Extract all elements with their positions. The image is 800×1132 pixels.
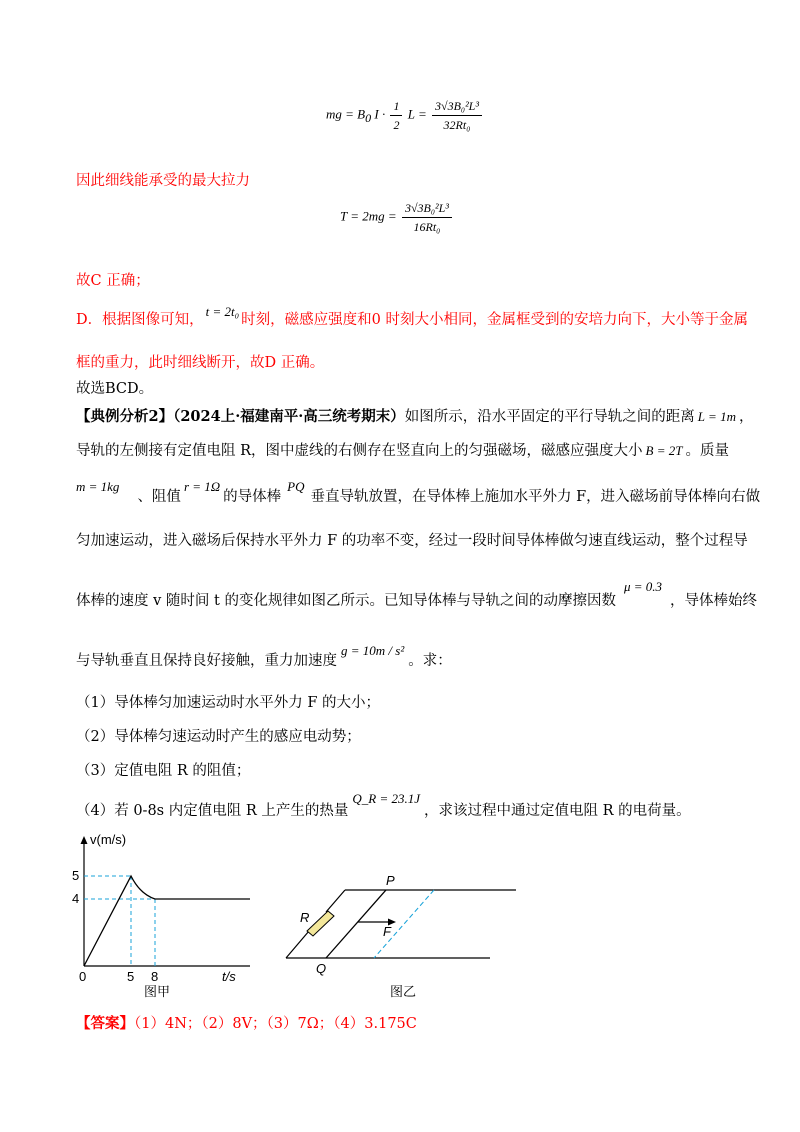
label-q: Q	[316, 961, 327, 976]
example-line-1: 【典例分析2】（2024上·福建南平·高三统考期末）如图所示，沿水平固定的平行导轨之间的距离 L = 1m ，	[76, 408, 754, 425]
velocity-curve	[84, 876, 250, 966]
answer-line: 【答案】（1）4N；（2）8V；（3）7Ω；（4）3.175C	[76, 1015, 417, 1032]
text-option-d-line1: D．根据图像可知，t = 2t₀时刻，磁感应强度和0 时刻大小相同，金属框受到的安培力向下，大小等于金属	[76, 304, 748, 328]
y-tick-4: 4	[72, 891, 80, 906]
y-axis-label: v(m/s)	[90, 832, 127, 847]
question-4: （4）若 0-8s 内定值电阻 R 上产生的热量Q_R = 23.1J，求该过程中通过定值电阻 R 的电荷量。	[76, 791, 691, 819]
y-axis-arrow	[81, 836, 88, 844]
fraction-tension: $\frac{\text{3√3B₀²L³}}{\text{16Rt₀}}$	[402, 200, 452, 235]
y-tick-5: 5	[72, 868, 80, 883]
example-line-6: 与导轨垂直且保持良好接触，重力加速度g = 10m / s²。求：	[76, 643, 452, 669]
text-select: 故选BCD。	[76, 381, 154, 397]
example-line-2: 导轨的左侧接有定值电阻 R，图中虚线的右侧存在竖直向上的匀强磁场，磁感应强度大小 B = 2T 。质量	[76, 443, 729, 459]
question-2: （2）导体棒匀速运动时产生的感应电动势；	[76, 729, 361, 745]
example-line-5: 体棒的速度 v 随时间 t 的变化规律如图乙所示。已知导体棒与导轨之间的动摩擦因数μ = 0.3，导体棒始终	[76, 579, 758, 609]
fraction-half: $\frac{1}{2}$	[390, 98, 402, 133]
label-f: F	[383, 924, 391, 939]
left-edge-lower	[286, 931, 309, 958]
example-line-4: 匀加速运动，进入磁场后保持水平外力 F 的功率不变，经过一段时间导体棒做匀速直线运动，整个过程导	[76, 533, 748, 549]
x-tick-0: 0	[79, 969, 87, 984]
left-edge-upper	[326, 890, 345, 912]
text-max-tension: 因此细线能承受的最大拉力	[76, 173, 250, 189]
equation-weight: mg = $B_0$ I · $\frac{1}{2}$ L = $\frac{\text{3√3B₀²L³}}{\text{32Rt₀}}$	[326, 98, 484, 133]
example-line-3: m = 1kg、阻值r = 1Ω的导体棒PQ垂直导轨放置，在导体棒上施加水平外力 F，进入磁场前导体棒向右做	[76, 479, 761, 505]
fraction-weight: $\frac{\text{3√3B₀²L³}}{\text{32Rt₀}}$	[432, 98, 482, 133]
x-axis-label: t/s	[222, 969, 236, 984]
equation-tension: T = 2mg = $\frac{\text{3√3B₀²L³}}{\text{16Rt₀}}$	[340, 200, 454, 235]
text-option-c: 故C 正确；	[76, 273, 150, 289]
x-tick-8: 8	[151, 969, 159, 984]
conductor-bar	[326, 890, 386, 958]
question-1: （1）导体棒匀加速运动时水平外力 F 的大小；	[76, 695, 381, 711]
resistor	[307, 911, 334, 936]
figure-rails	[282, 870, 522, 1002]
label-p: P	[386, 873, 395, 888]
caption-left: 图甲	[144, 984, 171, 998]
caption-right: 图乙	[390, 984, 417, 999]
question-3: （3）定值电阻 R 的阻值；	[76, 763, 251, 779]
label-r: R	[300, 910, 310, 925]
text-option-d-line2: 框的重力，此时细线断开，故D 正确。	[76, 355, 325, 371]
x-tick-5: 5	[127, 969, 135, 984]
figure-velocity-time	[70, 828, 260, 998]
